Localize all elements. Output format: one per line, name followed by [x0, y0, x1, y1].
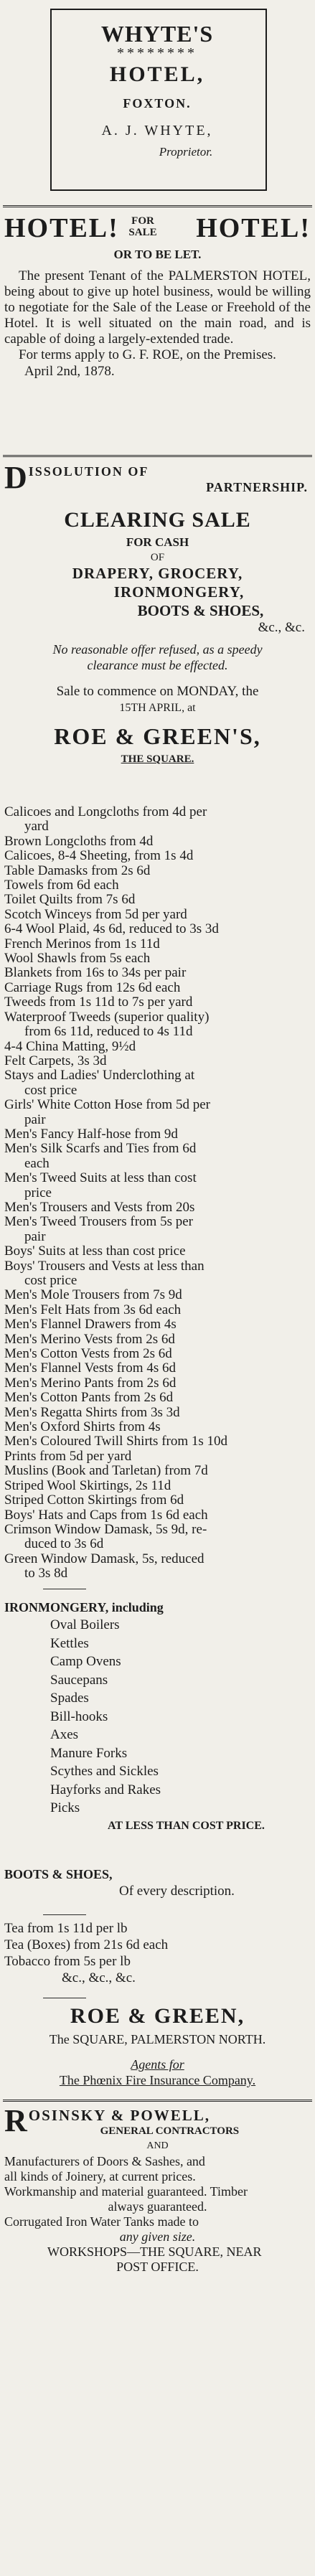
- list-item: Tea from 1s 11d per lb: [4, 1921, 128, 1936]
- rosinsky-sub: GENERAL CONTRACTORS: [100, 2125, 240, 2137]
- list-item: Saucepans: [50, 1672, 108, 1688]
- list-item: Carriage Rugs from 12s 6d each: [4, 980, 181, 995]
- ironmongery: [4, 1599, 311, 1835]
- list-item: Picks: [50, 1800, 80, 1815]
- hotel-body: The present Tenant of the PALMERSTON HOTEL, being about to give up hotel business, would be willing to negotiate for the Sale of the Lease or Freehold of the Hotel. It is well situated on the main road, and is capable of doing a largely-extended trade.: [4, 268, 311, 347]
- drapery-list: [4, 805, 311, 1581]
- list-item: Bill-hooks: [50, 1708, 108, 1724]
- list-item: Men's Flannel Vests from 4s 6d: [4, 1361, 176, 1376]
- list-item: Boys' Suits at less than cost price: [4, 1244, 186, 1259]
- list-item: Toilet Quilts from 7s 6d: [4, 893, 136, 908]
- list-item: to 3s 8d: [24, 1566, 68, 1581]
- dissolution: [4, 460, 311, 495]
- dissolution-line2: PARTNERSHIP.: [206, 480, 308, 494]
- sale-boots: BOOTS & SHOES,: [137, 602, 264, 619]
- list-item: cost price: [24, 1083, 77, 1098]
- list-item: Men's Tweed Suits at less than cost: [4, 1171, 197, 1186]
- list-item: Muslins (Book and Tarletan) from 7d: [4, 1464, 208, 1479]
- sale-commence1: Sale to commence on MONDAY, the: [56, 684, 259, 699]
- list-item: Table Damasks from 2s 6d: [4, 863, 151, 878]
- hotel-sale-ad: [4, 212, 311, 380]
- list-item: Green Window Damask, 5s, reduced: [4, 1551, 204, 1566]
- hotel-left: HOTEL!: [4, 213, 119, 243]
- rosinsky-body8: POST OFFICE.: [116, 2260, 199, 2274]
- rosinsky-body7: WORKSHOPS—THE SQUARE, NEAR: [47, 2244, 262, 2259]
- whyte-name: A. J. WHYTE,: [101, 123, 213, 138]
- list-item: Hayforks and Rakes: [50, 1782, 161, 1797]
- sale-heading: CLEARING SALE: [64, 508, 251, 532]
- whyte-title: WHYTE'S: [100, 21, 214, 47]
- list-item: pair: [24, 1229, 46, 1244]
- list-item: Boys' Hats and Caps from 1s 6d each: [4, 1508, 208, 1523]
- hotel-headline: [4, 212, 311, 245]
- list-item: Men's Silk Scarfs and Ties from 6d: [4, 1142, 197, 1157]
- sale-etc: &c., &c.: [258, 620, 305, 635]
- rosinsky-body5: Corrugated Iron Water Tanks made to: [4, 2214, 199, 2229]
- list-item: Men's Cotton Pants from 2s 6d: [4, 1391, 174, 1406]
- list-item: Camp Ovens: [50, 1654, 121, 1669]
- list-item: cost price: [24, 1274, 77, 1288]
- list-item: Felt Carpets, 3s 3d: [4, 1053, 107, 1068]
- boots-sub: Of every description.: [119, 1884, 235, 1899]
- sale-notice1: No reasonable offer refused, as a speedy: [52, 642, 263, 657]
- list-item: Men's Mole Trousers from 7s 9d: [4, 1288, 182, 1303]
- list-item: Men's Oxford Shirts from 4s: [4, 1420, 161, 1435]
- rosinsky-body4: always guaranteed.: [108, 2199, 207, 2214]
- list-item: Brown Longcloths from 4d: [4, 834, 154, 849]
- list-item: from 6s 11d, reduced to 4s 11d: [24, 1025, 193, 1040]
- list-item: 6-4 Wool Plaid, 4s 6d, reduced to 3s 3d: [4, 922, 219, 937]
- list-item: Men's Cotton Vests from 2s 6d: [4, 1347, 172, 1362]
- hotel-right: HOTEL!: [196, 213, 311, 243]
- sign-addr: The SQUARE, PALMERSTON NORTH.: [49, 2032, 266, 2046]
- list-item: French Merinos from 1s 11d: [4, 936, 160, 951]
- list-item: Axes: [50, 1727, 79, 1742]
- whyte-hotel: HOTEL,: [109, 62, 205, 86]
- iron-footer: AT LESS THAN COST PRICE.: [108, 1819, 265, 1832]
- list-item: Wool Shawls from 5s each: [4, 951, 151, 967]
- list-item: Men's Tweed Trousers from 5s per: [4, 1215, 193, 1230]
- list-item: Crimson Window Damask, 5s 9d, re-: [4, 1522, 207, 1537]
- sale-drapery: DRAPERY, GROCERY,: [72, 565, 243, 582]
- boots: [4, 1866, 311, 1900]
- sale-notice2: clearance must be effected.: [87, 658, 228, 672]
- list-item: Waterproof Tweeds (superior quality): [4, 1010, 210, 1025]
- boots-heading: BOOTS & SHOES,: [4, 1867, 113, 1881]
- dissolution-line1: ISSOLUTION OF: [28, 464, 149, 479]
- list-item: Tweeds from 1s 11d to 7s per yard: [4, 995, 193, 1010]
- list-item: Manure Forks: [50, 1745, 128, 1761]
- sign-agents: Agents for: [131, 2057, 184, 2072]
- list-item: Oval Boilers: [50, 1617, 120, 1632]
- list-item: Spades: [50, 1691, 89, 1706]
- grocery-etc: &c., &c., &c.: [62, 1970, 136, 1985]
- list-item: Towels from 6d each: [4, 878, 119, 893]
- sale-commence2: 15TH APRIL, at: [119, 702, 196, 714]
- rosinsky-body6: any given size.: [119, 2229, 196, 2244]
- list-item: yard: [24, 819, 49, 835]
- dissolution-dropcap: D: [4, 460, 27, 495]
- whyte-stars: ********: [117, 45, 197, 61]
- divider: [3, 205, 312, 207]
- list-item: Stays and Ladies' Underclothing at: [4, 1068, 195, 1083]
- list-item: Men's Merino Vests from 2s 6d: [4, 1332, 175, 1347]
- sale-firm: ROE & GREEN'S,: [54, 723, 261, 749]
- sale-of: OF: [150, 552, 165, 563]
- list-item: Men's Coloured Twill Shirts from 1s 10d: [4, 1434, 228, 1449]
- list-item: Calicoes and Longcloths from 4d per: [4, 805, 207, 819]
- list-item: price: [24, 1185, 52, 1200]
- list-item: Men's Fancy Half-hose from 9d: [4, 1127, 178, 1142]
- clearing-sale: [4, 507, 311, 766]
- list-item: 4-4 China Matting, 9½d: [4, 1039, 136, 1054]
- hotel-date: April 2nd, 1878.: [24, 364, 115, 379]
- list-item: Men's Merino Pants from 2s 6d: [4, 1376, 177, 1391]
- list-item: Men's Flannel Drawers from 4s: [4, 1317, 177, 1332]
- hotel-apply: For terms apply to G. F. ROE, on the Premises.: [19, 347, 276, 362]
- sale-ironmongery: IRONMONGERY,: [113, 583, 245, 601]
- list-item: Men's Felt Hats from 3s 6d each: [4, 1302, 182, 1317]
- list-item: Scotch Winceys from 5d per yard: [4, 907, 187, 922]
- rosinsky-name: OSINSKY & POWELL,: [28, 2107, 210, 2124]
- rosinsky-and: AND: [146, 2140, 169, 2151]
- list-item: Boys' Trousers and Vests at less than: [4, 1259, 204, 1274]
- sign-phoenix: The Phœnix Fire Insurance Company.: [59, 2073, 256, 2087]
- divider: [3, 455, 312, 457]
- rosinsky-body2: all kinds of Joinery, at current prices.: [4, 2169, 196, 2184]
- sale-square: THE SQUARE.: [121, 753, 194, 765]
- list-item: Striped Wool Skirtings, 2s 11d: [4, 1478, 171, 1493]
- rosinsky-body3: Workmanship and material guaranteed. Timber: [4, 2184, 248, 2199]
- list-item: Striped Cotton Skirtings from 6d: [4, 1493, 184, 1508]
- rosinsky-dropcap: R: [4, 2103, 27, 2138]
- list-item: each: [24, 1156, 50, 1171]
- list-item: duced to 3s 6d: [24, 1537, 104, 1552]
- roe-green-sign: [4, 2002, 311, 2088]
- sign-firm: ROE & GREEN,: [70, 2004, 245, 2028]
- whyte-ad: [50, 22, 264, 161]
- iron-heading: IRONMONGERY, including: [4, 1600, 164, 1614]
- grocery: [4, 1920, 311, 1986]
- list-item: Calicoes, 8-4 Sheeting, from 1s 4d: [4, 849, 194, 864]
- list-item: Kettles: [50, 1635, 89, 1651]
- divider: [43, 1914, 86, 1915]
- whyte-town: FOXTON.: [123, 96, 192, 111]
- or-let: OR TO BE LET.: [113, 248, 202, 261]
- divider: [3, 2100, 312, 2102]
- list-item: pair: [24, 1112, 46, 1127]
- sale-for-cash: FOR CASH: [126, 535, 189, 549]
- list-item: Men's Trousers and Vests from 20s: [4, 1200, 195, 1215]
- list-item: Scythes and Sickles: [50, 1764, 159, 1779]
- list-item: Tobacco from 5s per lb: [4, 1954, 131, 1969]
- grocery-items: [4, 1920, 311, 1970]
- list-item: Blankets from 16s to 34s per pair: [4, 966, 187, 981]
- iron-items: [4, 1616, 311, 1818]
- whyte-role: Proprietor.: [159, 145, 213, 159]
- rosinsky-body1: Manufacturers of Doors & Sashes, and: [4, 2154, 205, 2168]
- list-item: Girls' White Cotton Hose from 5d per: [4, 1098, 210, 1113]
- rosinsky-ad: [4, 2103, 311, 2275]
- list-item: Prints from 5d per yard: [4, 1449, 132, 1464]
- list-item: Tea (Boxes) from 21s 6d each: [4, 1937, 169, 1952]
- for-sale: FOR SALE: [128, 215, 157, 238]
- list-item: Men's Regatta Shirts from 3s 3d: [4, 1405, 180, 1420]
- drapery-items: [4, 805, 311, 1581]
